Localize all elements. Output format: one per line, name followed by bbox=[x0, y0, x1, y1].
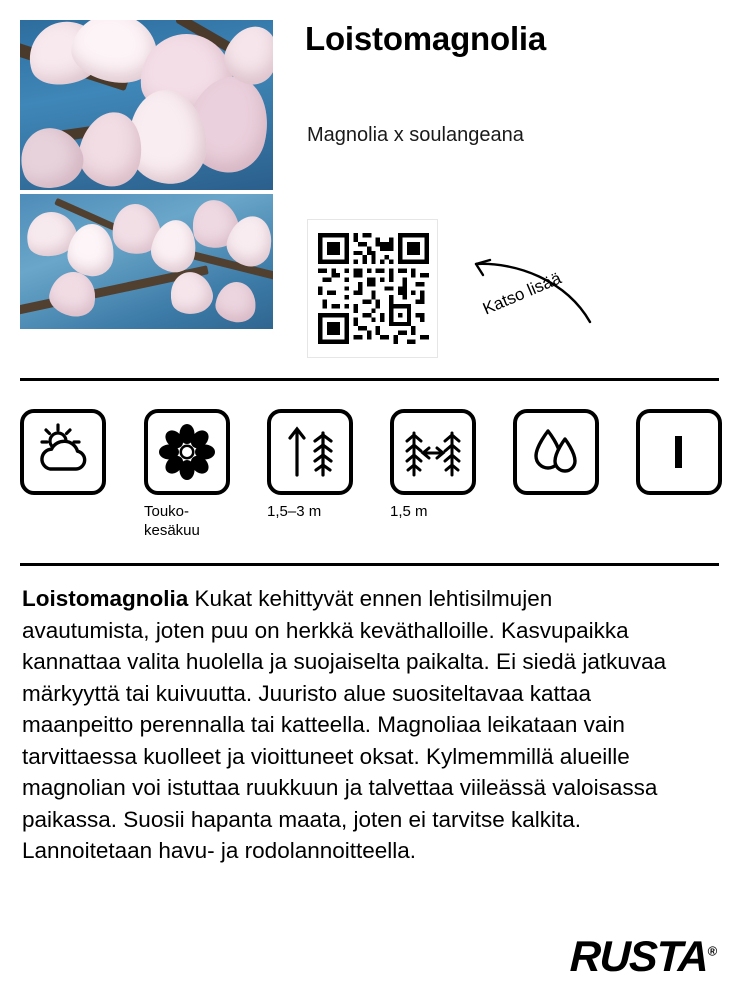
description-lead: Loistomagnolia bbox=[22, 586, 189, 611]
icon-cell-width bbox=[390, 409, 476, 522]
zone-icon-box bbox=[636, 409, 722, 495]
flowering-time-line1: Touko- bbox=[144, 503, 190, 520]
plant-photo-secondary bbox=[20, 194, 273, 329]
height-arrow-icon bbox=[271, 413, 349, 491]
flowering-time-line2: kesäkuu bbox=[144, 521, 200, 539]
sun-cloud-icon bbox=[24, 413, 102, 491]
icon-cell-water bbox=[513, 409, 599, 503]
flower-icon bbox=[148, 413, 226, 491]
width-label: 1,5 m bbox=[390, 503, 428, 520]
page-title: Loistomagnolia bbox=[305, 20, 547, 57]
qr-code[interactable] bbox=[307, 219, 438, 358]
height-label: 1,5–3 m bbox=[267, 503, 322, 520]
pot-size-icon bbox=[640, 413, 718, 491]
header-section bbox=[0, 0, 739, 360]
brand-name: RUSTA bbox=[569, 933, 709, 981]
plant-photo-primary bbox=[20, 20, 273, 190]
registered-mark: ® bbox=[707, 943, 718, 959]
height-icon-box bbox=[267, 409, 353, 495]
width-icon-box bbox=[390, 409, 476, 495]
qr-code-graphic bbox=[318, 233, 429, 344]
watering-icon-box bbox=[513, 409, 599, 495]
icon-cell-height bbox=[267, 409, 353, 522]
flowering-time-icon-box bbox=[144, 409, 230, 495]
qr-caption: Katso lisää bbox=[480, 268, 564, 319]
brand-logo bbox=[569, 933, 718, 982]
divider-bottom bbox=[20, 563, 719, 566]
description-text bbox=[22, 583, 682, 867]
latin-name: Magnolia x soulangeana bbox=[307, 124, 524, 146]
icon-cell-zone bbox=[636, 409, 722, 503]
qr-callout bbox=[470, 256, 630, 356]
icon-cell-light bbox=[20, 409, 106, 503]
attribute-icon-row bbox=[20, 409, 719, 549]
width-arrow-icon bbox=[394, 413, 472, 491]
water-drops-icon bbox=[517, 413, 595, 491]
divider-top bbox=[20, 378, 719, 381]
photo-stack bbox=[20, 20, 273, 329]
flowering-time-label bbox=[144, 503, 230, 541]
description-body: Kukat kehittyvät ennen lehtisilmujen avautumista, joten puu on herkkä keväthalloille. Kasvupaikka kannattaa valita huolella ja suojaiselta paikalta. Ei siedä jatkuvaa märkyyttä tai kuivuutta. Juuristo alue suositeltavaa kattaa maanpeitto perennalla tai katteella. Magnoliaa leikataan vain tarvittaessa kuolleet ja vioittuneet oksat. Kylmemmillä alueille magnolian voi istuttaa ruukkuun ja talvettaa viileässä valoisassa paikassa. Suosii hapanta maata, joten ei tarvitse kalkita. Lannoitetaan havu- ja rodolannoitteella. bbox=[22, 586, 667, 863]
icon-cell-flowering bbox=[144, 409, 230, 541]
light-requirement-icon-box bbox=[20, 409, 106, 495]
